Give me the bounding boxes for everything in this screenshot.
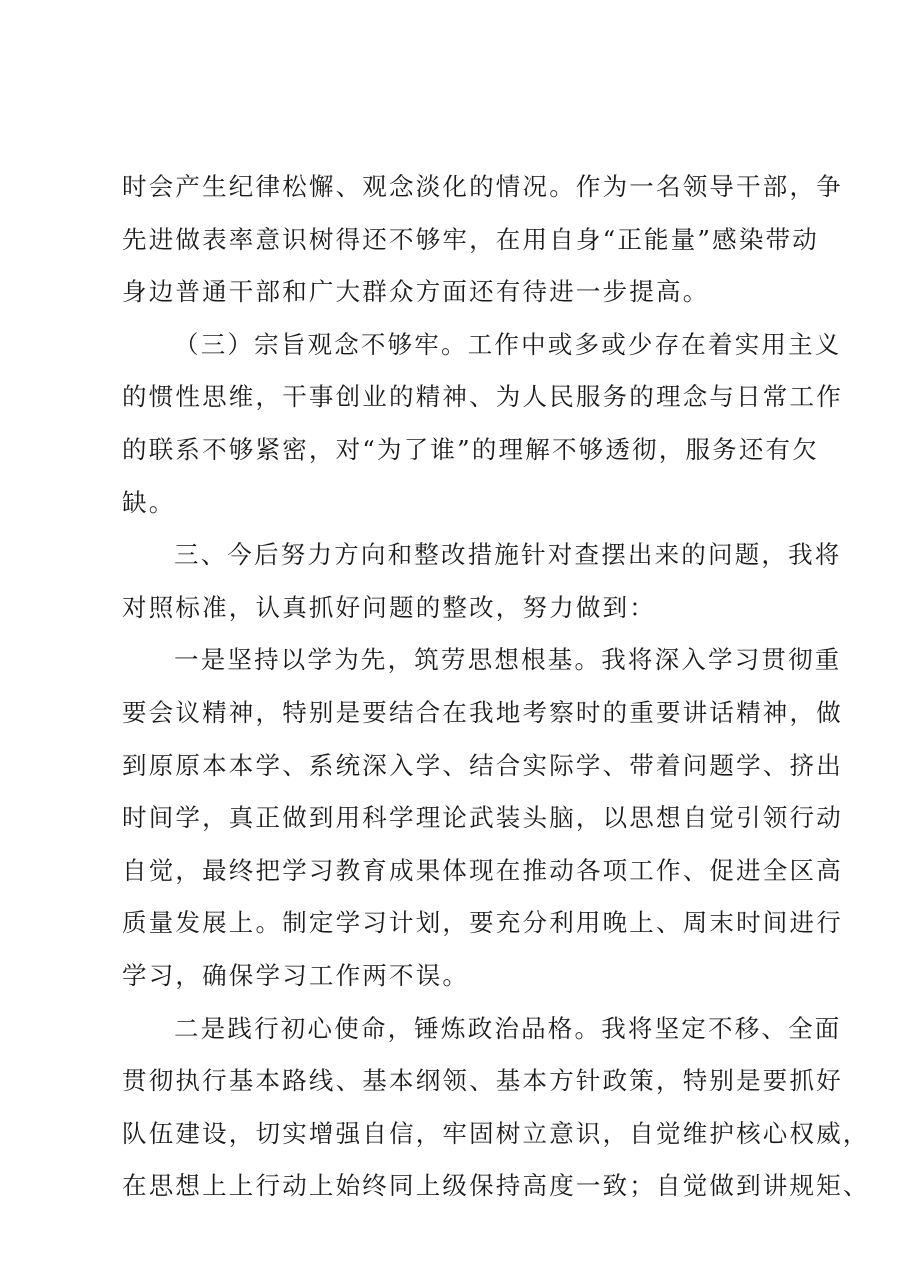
- document-body: [122, 161, 870, 1213]
- section-heading-line: 三、今后努力方向和整改措施针对查摆出来的问题，我将: [174, 540, 842, 570]
- text-line: 身边普通干部和广大群众方面还有待进一步提高。: [122, 277, 710, 307]
- text-line: 自觉，最终把学习教育成果体现在推动各项工作、促进全区高: [122, 855, 843, 885]
- text-line: 贯彻执行基本路线、基本纲领、基本方针政策，特别是要抓好: [122, 1066, 843, 1096]
- text-line: 先进做表率意识树得还不够牢，在用自身“正能量”感染带动: [122, 224, 819, 254]
- text-line: 的联系不够紧密，对“为了谁”的理解不够透彻，服务还有欠: [122, 434, 819, 464]
- text-line: 对照标准，认真抓好问题的整改，努力做到：: [122, 592, 656, 622]
- text-line: 在思想上上行动上始终同上级保持高度一致；自觉做到讲规矩、: [122, 1171, 870, 1201]
- paragraph-start-line: （三）宗旨观念不够牢。工作中或多或少存在着实用主义: [174, 329, 842, 359]
- text-line: 的惯性思维，干事创业的精神、为人民服务的理念与日常工作: [122, 382, 843, 412]
- paragraph-start-line: 二是践行初心使命，锤炼政治品格。我将坚定不移、全面: [174, 1013, 842, 1043]
- text-line: 缺。: [122, 487, 176, 517]
- text-line: 要会议精神，特别是要结合在我地考察时的重要讲话精神，做: [122, 697, 843, 727]
- text-line: 到原原本本学、系统深入学、结合实际学、带着问题学、挤出: [122, 750, 843, 780]
- paragraph-start-line: 一是坚持以学为先，筑劳思想根基。我将深入学习贯彻重: [174, 645, 842, 675]
- text-line: 时会产生纪律松懈、观念淡化的情况。作为一名领导干部，争: [122, 172, 843, 201]
- text-line: 队伍建设，切实增强自信，牢固树立意识，自觉维护核心权威，: [122, 1118, 870, 1148]
- text-line: 时间学，真正做到用科学理论武装头脑，以思想自觉引领行动: [122, 803, 843, 833]
- text-line: 质量发展上。制定学习计划，要充分利用晚上、周末时间进行: [122, 908, 843, 938]
- text-line: 学习，确保学习工作两不误。: [122, 960, 470, 990]
